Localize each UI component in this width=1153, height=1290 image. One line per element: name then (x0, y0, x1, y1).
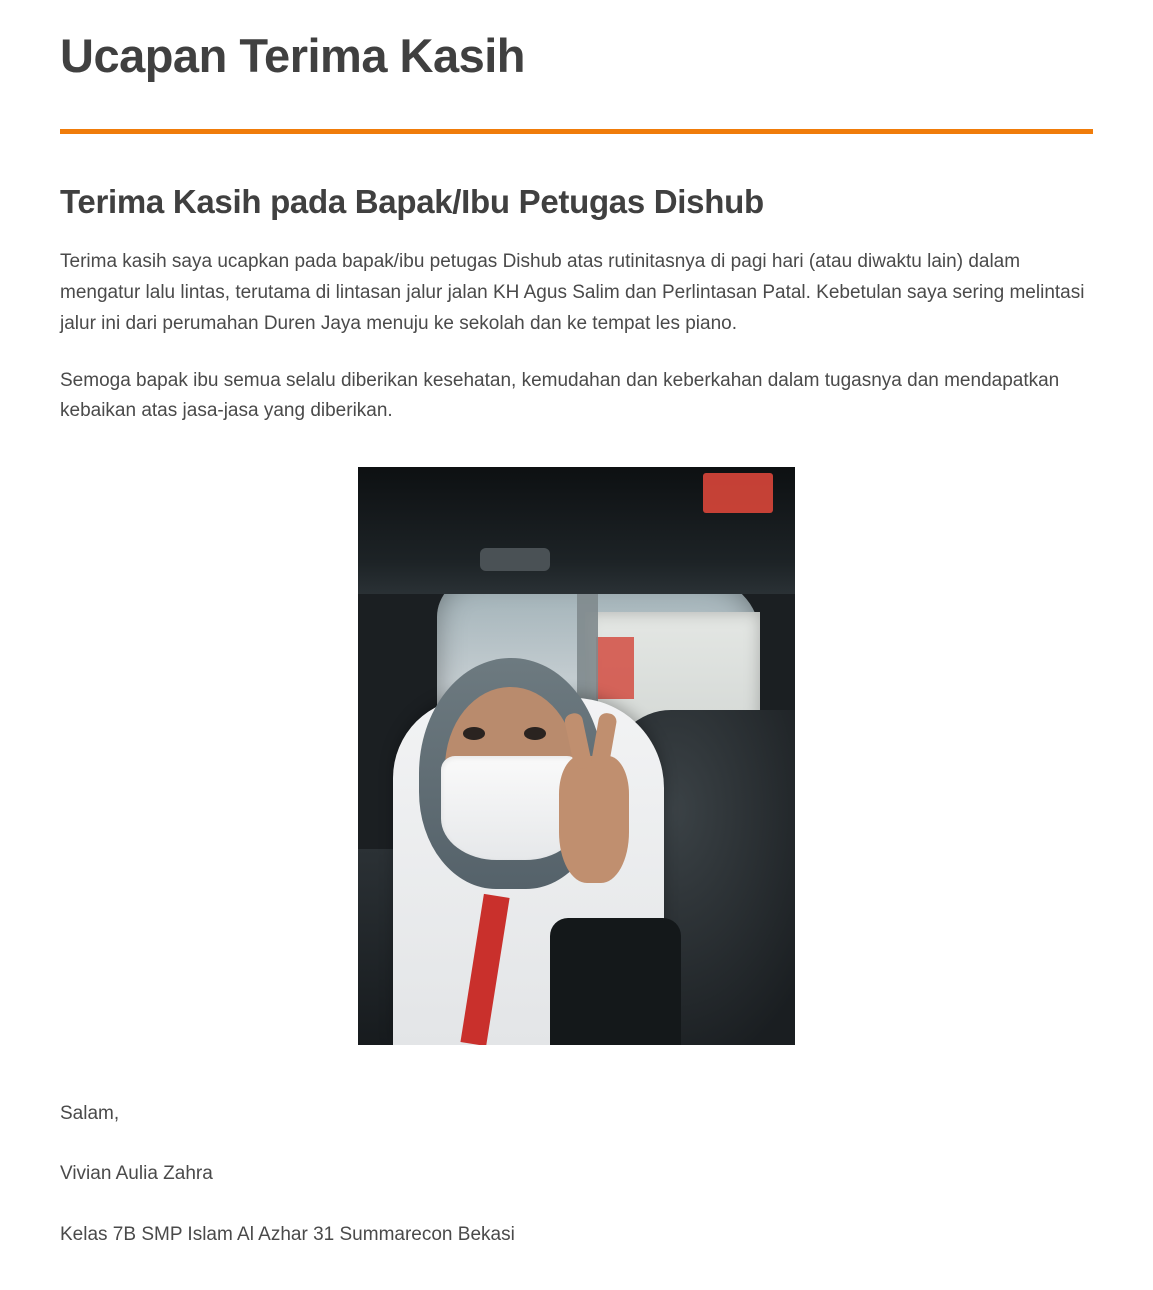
article-paragraph-1: Terima kasih saya ucapkan pada bapak/ibu petugas Dishub atas rutinitasnya di pagi hari (atau diwaktu lain) dalam mengatur lalu lintas, terutama di lintasan jalur jalan KH Agus Salim dan Perlintasan Patal. Kebetulan saya sering melintasi jalur ini dari perumahan Duren Jaya menuju ke sekolah dan ke tempat les piano. (60, 251, 1085, 334)
left-eye-shape (463, 727, 485, 740)
signoff-block (60, 1099, 1093, 1250)
article-heading: Terima Kasih pada Bapak/Ibu Petugas Dishub (60, 182, 764, 220)
bag-shape (550, 918, 681, 1045)
title-divider (60, 129, 1093, 134)
signoff-name: Vivian Aulia Zahra (60, 1163, 213, 1185)
article-paragraph-2: Semoga bapak ibu semua selalu diberikan kesehatan, kemudahan dan keberkahan dalam tugasnya dan mendapatkan kebaikan atas jasa-jasa yang diberikan. (60, 369, 1060, 422)
selfie-in-car-photo (358, 467, 795, 1045)
signoff-school: Kelas 7B SMP Islam Al Azhar 31 Summarecon Bekasi (60, 1223, 515, 1245)
page-title: Ucapan Terima Kasih (60, 29, 526, 82)
peace-hand-shape (559, 756, 629, 883)
right-eye-shape (524, 727, 546, 740)
article-figure (60, 467, 1093, 1045)
window-sticker-shape (703, 473, 773, 513)
signoff-greeting: Salam, (60, 1103, 120, 1125)
grab-handle-shape (480, 548, 550, 571)
